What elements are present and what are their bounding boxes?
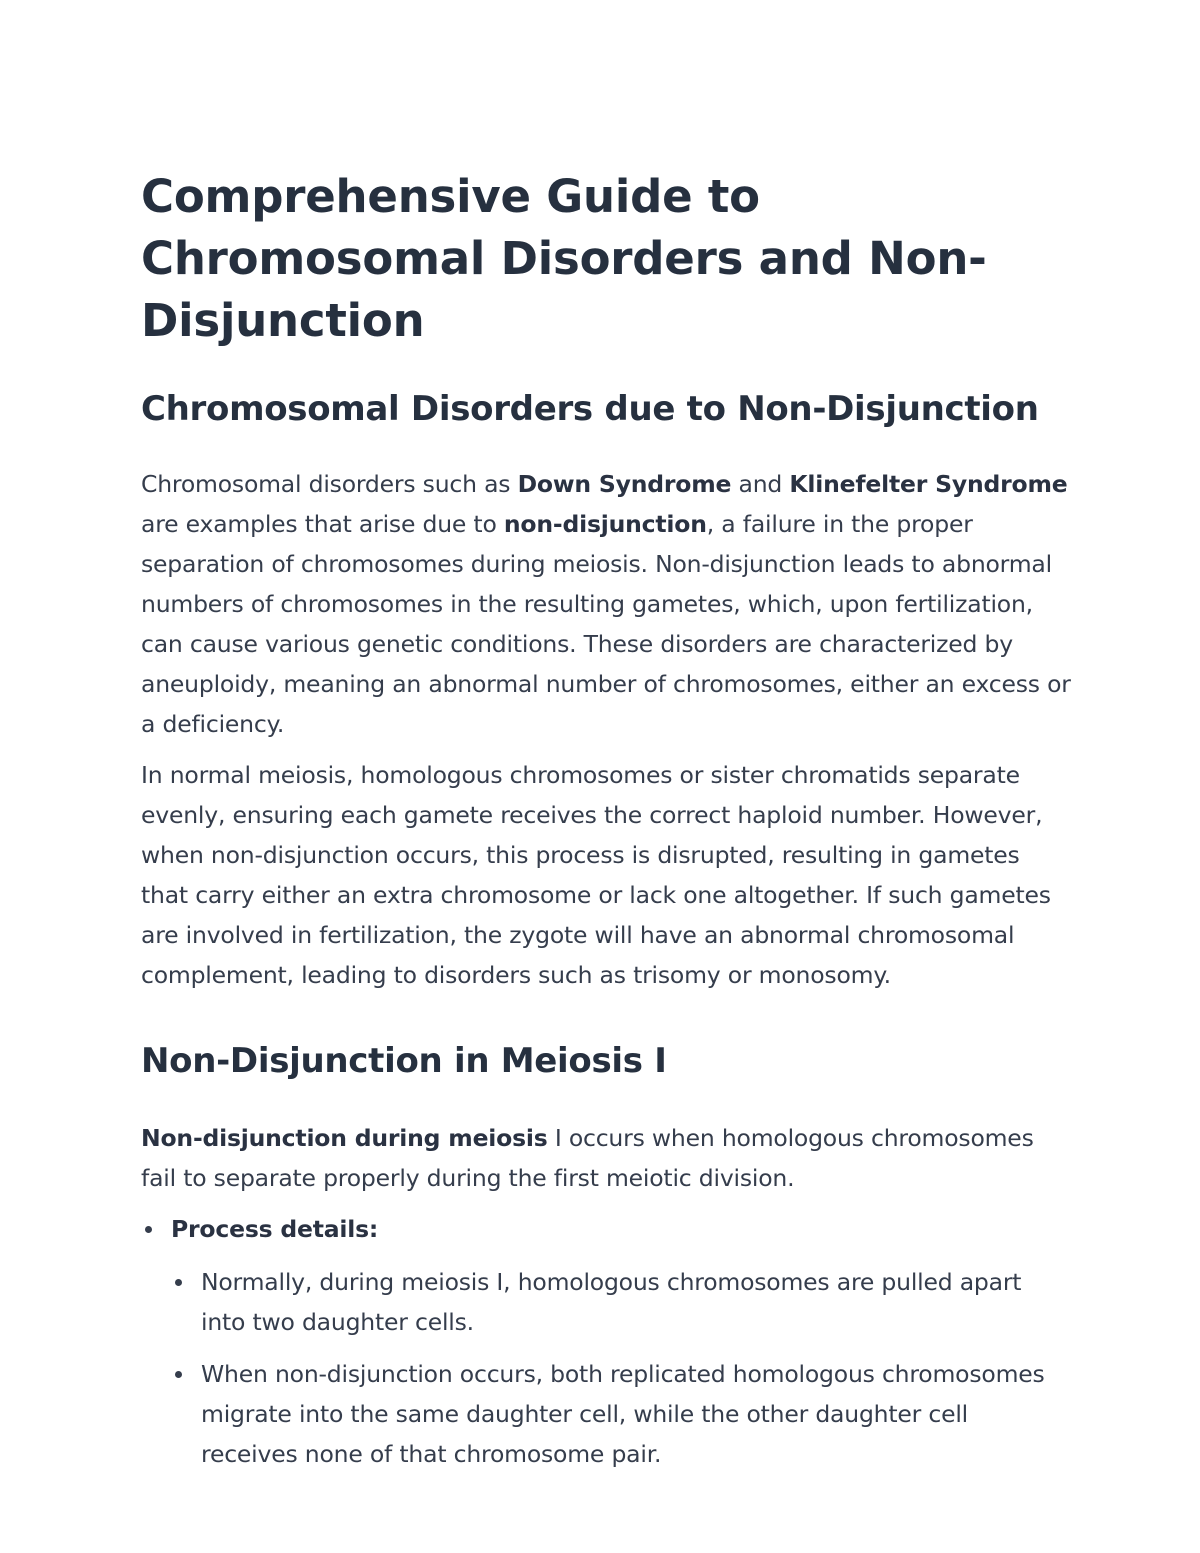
list-item bbox=[171, 1354, 1071, 1474]
term-non-disjunction-during-meiosis: Non-disjunction during meiosis bbox=[141, 1124, 548, 1152]
bullet-icon bbox=[175, 1371, 182, 1378]
list-label: Process details: bbox=[171, 1215, 379, 1243]
document-title: Comprehensive Guide to Chromosomal Disorders and Non-Disjunction bbox=[141, 170, 987, 347]
text-run: Chromosomal disorders such as bbox=[141, 470, 518, 498]
paragraph-normal-meiosis: In normal meiosis, homologous chromosomes or sister chromatids separate evenly, ensuring each gamete receives the correct haploid number. However, when non-disjunction occurs, this process is disrupted, resulting in gametes that carry either an extra chromosome or lack one altogether. If such gametes are involved in fertilization, the zygote will have an abnormal chromosomal complement, leading to disorders such as trisomy or monosomy. bbox=[141, 761, 1051, 989]
process-sublist bbox=[171, 1262, 1071, 1474]
list-item-process-details bbox=[141, 1209, 1071, 1474]
paragraph-chromosomal-disorders-intro bbox=[141, 464, 1071, 744]
text-run: I occurs when homologous chromosomes fail to separate properly during the first meiotic division. bbox=[141, 1124, 1034, 1192]
section-heading-chromosomal-disorders: Chromosomal Disorders due to Non-Disjunction bbox=[141, 389, 1039, 429]
bullet-icon bbox=[175, 1279, 182, 1286]
term-non-disjunction: non-disjunction bbox=[503, 510, 707, 538]
process-list bbox=[141, 1209, 1071, 1474]
term-klinefelter-syndrome: Klinefelter Syndrome bbox=[789, 470, 1068, 498]
list-item bbox=[171, 1262, 1071, 1342]
list-item-text: Normally, during meiosis I, homologous chromosomes are pulled apart into two daughter cells. bbox=[201, 1268, 1022, 1336]
document-page bbox=[141, 166, 1071, 1474]
paragraph-meiosis-i-intro bbox=[141, 1118, 1071, 1198]
bullet-icon bbox=[145, 1226, 152, 1233]
text-run: and bbox=[731, 470, 790, 498]
list-item-text: When non-disjunction occurs, both replicated homologous chromosomes migrate into the same daughter cell, while the other daughter cell receives none of that chromosome pair. bbox=[201, 1360, 1045, 1468]
text-run: are examples that arise due to bbox=[141, 510, 504, 538]
section-heading-meiosis-i: Non-Disjunction in Meiosis I bbox=[141, 1041, 667, 1081]
text-run: , a failure in the proper separation of chromosomes during meiosis. Non-disjunction leads to abnormal numbers of chromosomes in the resulting gametes, which, upon fertilization, can cause various genetic conditions. These disorders are characterized by aneuploidy, meaning an abnormal number of chromosomes, either an excess or a deficiency. bbox=[141, 510, 1071, 738]
term-down-syndrome: Down Syndrome bbox=[517, 470, 732, 498]
